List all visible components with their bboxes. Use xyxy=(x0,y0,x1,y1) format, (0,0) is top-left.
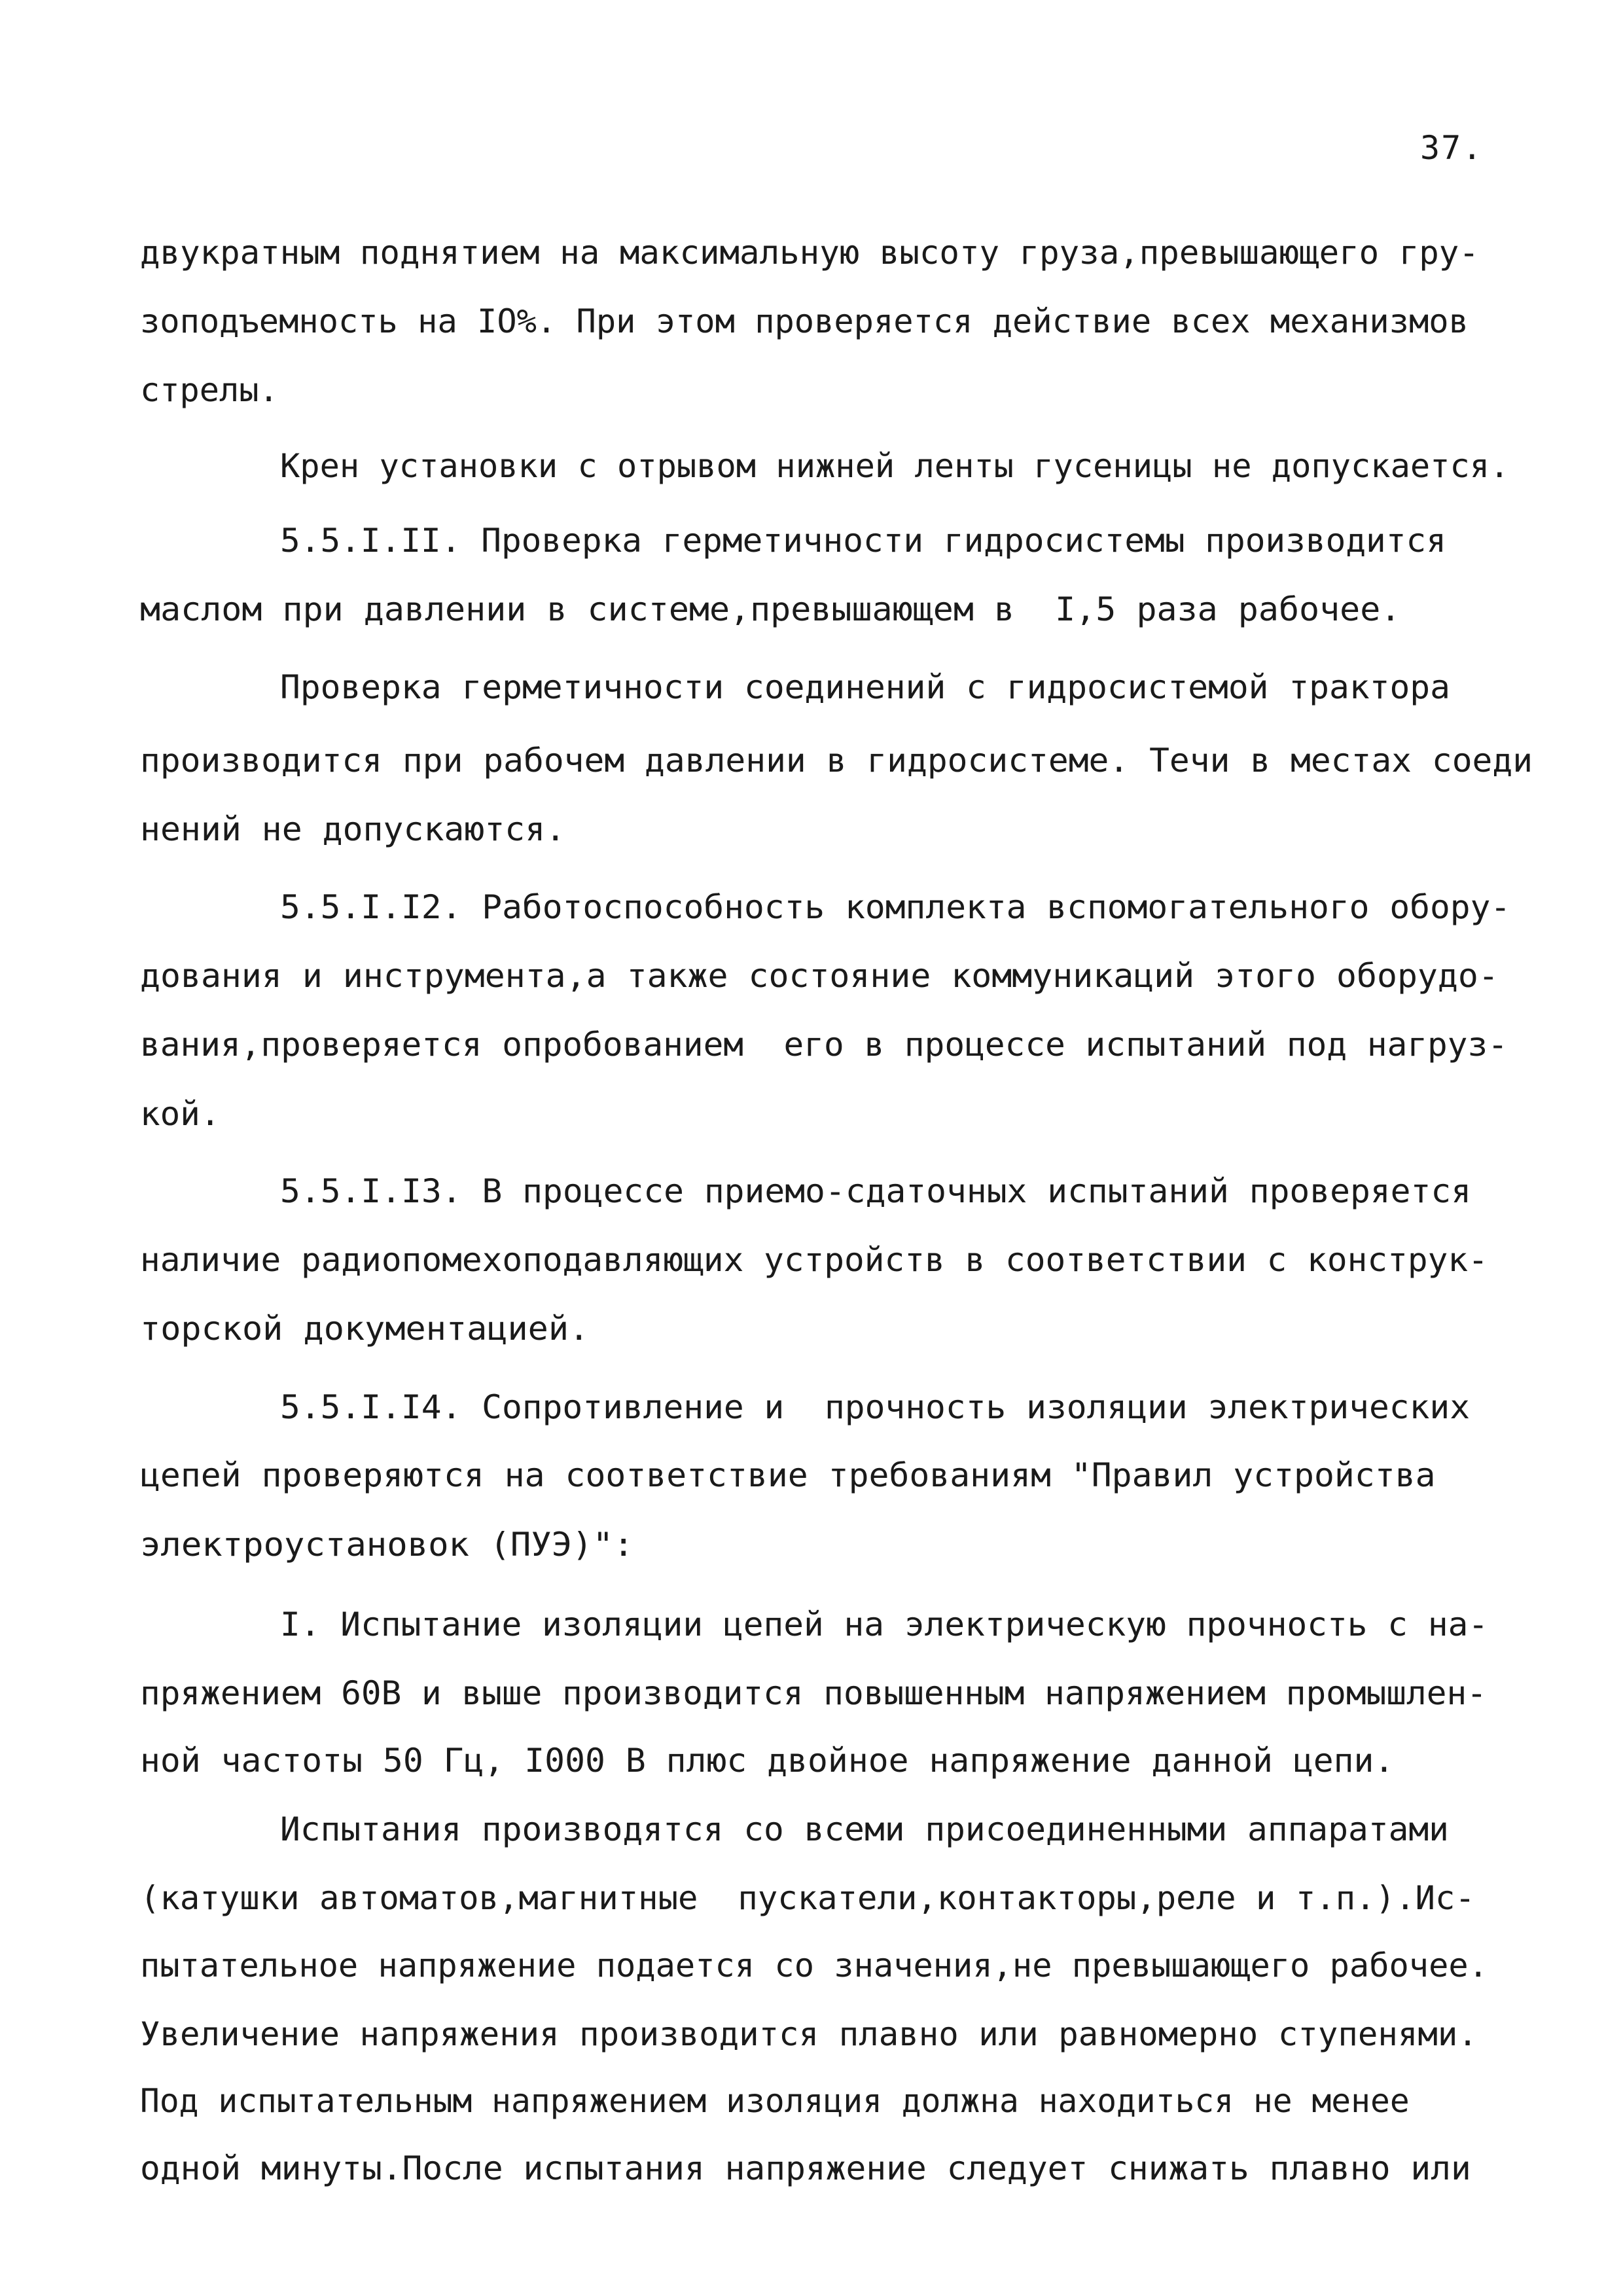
text-line: цепей проверяются на соответствие требованиям "Правил устройства xyxy=(140,1456,1436,1494)
text-line: маслом при давлении в системе,превышающем в I,5 раза рабочее. xyxy=(140,590,1401,628)
text-line: нений не допускаются. xyxy=(140,810,566,848)
text-line: 5.5.I.II. Проверка герметичности гидросистемы производится xyxy=(280,522,1446,560)
text-line: одной минуты.После испытания напряжение следует снижать плавно или xyxy=(140,2149,1471,2187)
text-line: пряжением 60В и выше производится повышенным напряжением промышлен- xyxy=(140,1674,1487,1712)
text-line: Крен установки с отрывом нижней ленты гусеницы не допускается. xyxy=(280,447,1510,485)
text-line: стрелы. xyxy=(140,371,279,409)
text-line: Проверка герметичности соединений с гидросистемой трактора xyxy=(280,668,1450,706)
text-line: Под испытательным напряжением изоляция должна находиться не менее xyxy=(140,2082,1410,2120)
text-line: ной частоты 50 Гц, I000 В плюс двойное напряжение данной цепи. xyxy=(140,1742,1395,1780)
text-line: зоподъемность на IO%. При этом проверяется действие всех механизмов xyxy=(140,302,1469,340)
text-line: Увеличение напряжения производится плавно или равномерно ступенями. xyxy=(140,2015,1478,2053)
text-line: производится при рабочем давлении в гидросистеме. Течи в местах соеди xyxy=(140,742,1533,780)
text-line: 5.5.I.I3. В процессе приемо-сдаточных испытаний проверяется xyxy=(280,1172,1472,1210)
text-line: I. Испытание изоляции цепей на электрическую прочность с на- xyxy=(280,1605,1489,1643)
text-line: 5.5.I.I4. Сопротивление и прочность изоляции электрических xyxy=(280,1388,1471,1426)
text-line: 5.5.I.I2. Работоспособность комплекта вспомогательного обору- xyxy=(280,888,1511,926)
text-line: кой. xyxy=(140,1095,221,1133)
text-line: вания,проверяется опробованием его в процессе испытаний под нагруз- xyxy=(140,1026,1508,1064)
text-line: (катушки автоматов,магнитные пускатели,контакторы,реле и т.п.).Ис- xyxy=(140,1879,1475,1917)
text-line: пытательное напряжение подается со значения,не превышающего рабочее. xyxy=(140,1946,1488,1984)
text-line: дования и инструмента,а также состояние коммуникаций этого оборудо- xyxy=(140,957,1499,995)
text-line: Испытания производятся со всеми присоединенными аппаратами xyxy=(280,1810,1449,1848)
text-line: торской документацией. xyxy=(140,1310,590,1348)
page-number: 37. xyxy=(1420,129,1484,167)
text-line: наличие радиопомехоподавляющих устройств в соответствии с конструк- xyxy=(140,1241,1488,1279)
text-line: двукратным поднятием на максимальную высоту груза,превышающего гру- xyxy=(140,234,1479,272)
text-line: электроустановок (ПУЭ)": xyxy=(140,1526,634,1564)
